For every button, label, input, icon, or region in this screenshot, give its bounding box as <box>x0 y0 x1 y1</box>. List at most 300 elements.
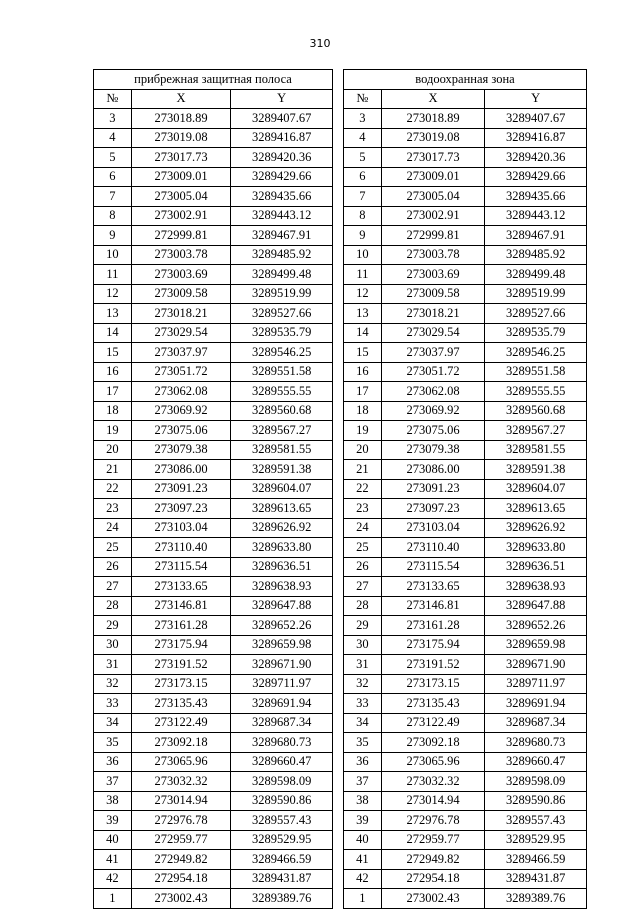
table-row <box>344 772 587 792</box>
cell-y: 3289407.67 <box>485 109 587 129</box>
table-row <box>344 304 587 324</box>
cell-y: 3289567.27 <box>485 421 587 441</box>
column-header-number: № <box>344 89 382 109</box>
cell-number: 33 <box>94 694 132 714</box>
cell-x: 273173.15 <box>381 674 485 694</box>
cell-x: 273086.00 <box>131 460 231 480</box>
water-protection-zone-table <box>343 69 587 909</box>
cell-number: 17 <box>94 382 132 402</box>
cell-y: 3289546.25 <box>485 343 587 363</box>
cell-x: 273079.38 <box>381 440 485 460</box>
cell-y: 3289636.51 <box>231 557 333 577</box>
table-row <box>94 284 333 304</box>
cell-x: 273003.78 <box>131 245 231 265</box>
cell-y: 3289416.87 <box>485 128 587 148</box>
cell-y: 3289711.97 <box>485 674 587 694</box>
cell-y: 3289638.93 <box>231 577 333 597</box>
cell-y: 3289389.76 <box>231 889 333 909</box>
cell-number: 40 <box>94 830 132 850</box>
cell-number: 26 <box>344 557 382 577</box>
cell-x: 273135.43 <box>131 694 231 714</box>
cell-number: 15 <box>344 343 382 363</box>
cell-number: 37 <box>344 772 382 792</box>
cell-y: 3289443.12 <box>231 206 333 226</box>
table-row <box>344 109 587 129</box>
column-header-x: X <box>131 89 231 109</box>
cell-x: 273191.52 <box>381 655 485 675</box>
cell-y: 3289598.09 <box>231 772 333 792</box>
cell-x: 272949.82 <box>131 850 231 870</box>
cell-x: 273173.15 <box>131 674 231 694</box>
cell-x: 273092.18 <box>131 733 231 753</box>
cell-y: 3289687.34 <box>231 713 333 733</box>
cell-number: 23 <box>344 499 382 519</box>
cell-number: 1 <box>344 889 382 909</box>
cell-x: 273079.38 <box>131 440 231 460</box>
cell-x: 273017.73 <box>131 148 231 168</box>
cell-x: 273092.18 <box>381 733 485 753</box>
cell-y: 3289535.79 <box>485 323 587 343</box>
cell-y: 3289652.26 <box>485 616 587 636</box>
table-row <box>94 245 333 265</box>
cell-y: 3289711.97 <box>231 674 333 694</box>
cell-x: 273065.96 <box>381 752 485 772</box>
cell-number: 5 <box>344 148 382 168</box>
cell-y: 3289671.90 <box>485 655 587 675</box>
cell-number: 35 <box>344 733 382 753</box>
cell-x: 273115.54 <box>381 557 485 577</box>
cell-y: 3289680.73 <box>485 733 587 753</box>
coastal-strip-title: прибрежная защитная полоса <box>94 70 333 90</box>
cell-number: 33 <box>344 694 382 714</box>
cell-number: 34 <box>344 713 382 733</box>
cell-y: 3289680.73 <box>231 733 333 753</box>
cell-number: 22 <box>344 479 382 499</box>
table-row <box>94 206 333 226</box>
cell-y: 3289467.91 <box>231 226 333 246</box>
cell-y: 3289659.98 <box>485 635 587 655</box>
cell-x: 273018.89 <box>381 109 485 129</box>
table-row <box>94 304 333 324</box>
table-row <box>344 791 587 811</box>
cell-y: 3289598.09 <box>485 772 587 792</box>
cell-x: 272954.18 <box>131 869 231 889</box>
cell-number: 30 <box>94 635 132 655</box>
table-row <box>344 382 587 402</box>
cell-number: 10 <box>344 245 382 265</box>
table-row <box>94 869 333 889</box>
cell-number: 24 <box>94 518 132 538</box>
cell-number: 1 <box>94 889 132 909</box>
cell-x: 273009.58 <box>131 284 231 304</box>
cell-x: 273175.94 <box>381 635 485 655</box>
cell-x: 273014.94 <box>381 791 485 811</box>
cell-y: 3289551.58 <box>231 362 333 382</box>
cell-y: 3289626.92 <box>485 518 587 538</box>
table-row <box>344 284 587 304</box>
table-row <box>94 323 333 343</box>
cell-y: 3289420.36 <box>231 148 333 168</box>
cell-number: 31 <box>94 655 132 675</box>
cell-y: 3289557.43 <box>485 811 587 831</box>
cell-number: 20 <box>94 440 132 460</box>
cell-number: 32 <box>94 674 132 694</box>
cell-y: 3289420.36 <box>485 148 587 168</box>
cell-number: 42 <box>94 869 132 889</box>
table-row <box>344 440 587 460</box>
column-header-y: Y <box>485 89 587 109</box>
table-row <box>344 557 587 577</box>
cell-x: 273091.23 <box>131 479 231 499</box>
cell-y: 3289519.99 <box>231 284 333 304</box>
cell-number: 28 <box>94 596 132 616</box>
page-number: 310 <box>309 37 331 50</box>
cell-number: 32 <box>344 674 382 694</box>
cell-number: 13 <box>344 304 382 324</box>
cell-number: 21 <box>344 460 382 480</box>
cell-y: 3289546.25 <box>231 343 333 363</box>
cell-x: 273103.04 <box>131 518 231 538</box>
cell-y: 3289613.65 <box>231 499 333 519</box>
cell-x: 273014.94 <box>131 791 231 811</box>
table-row <box>344 265 587 285</box>
table-row <box>344 401 587 421</box>
cell-number: 38 <box>344 791 382 811</box>
cell-y: 3289416.87 <box>231 128 333 148</box>
table-row <box>344 362 587 382</box>
table-row <box>344 479 587 499</box>
table-row <box>94 440 333 460</box>
cell-number: 41 <box>344 850 382 870</box>
cell-y: 3289485.92 <box>485 245 587 265</box>
cell-x: 273003.69 <box>381 265 485 285</box>
cell-x: 273009.01 <box>131 167 231 187</box>
cell-y: 3289613.65 <box>485 499 587 519</box>
cell-number: 36 <box>344 752 382 772</box>
table-row <box>94 752 333 772</box>
cell-x: 273069.92 <box>381 401 485 421</box>
cell-x: 273051.72 <box>131 362 231 382</box>
table-row <box>94 479 333 499</box>
cell-y: 3289591.38 <box>231 460 333 480</box>
cell-x: 273018.21 <box>381 304 485 324</box>
cell-y: 3289431.87 <box>231 869 333 889</box>
table-row <box>344 226 587 246</box>
cell-y: 3289691.94 <box>231 694 333 714</box>
cell-y: 3289429.66 <box>231 167 333 187</box>
table-row <box>344 518 587 538</box>
cell-y: 3289527.66 <box>231 304 333 324</box>
cell-y: 3289590.86 <box>485 791 587 811</box>
cell-x: 273029.54 <box>131 323 231 343</box>
table-row <box>94 577 333 597</box>
cell-x: 273019.08 <box>131 128 231 148</box>
cell-x: 272959.77 <box>131 830 231 850</box>
cell-y: 3289671.90 <box>231 655 333 675</box>
cell-number: 24 <box>344 518 382 538</box>
cell-number: 25 <box>94 538 132 558</box>
cell-number: 7 <box>344 187 382 207</box>
cell-y: 3289389.76 <box>485 889 587 909</box>
cell-y: 3289659.98 <box>231 635 333 655</box>
cell-x: 273002.43 <box>131 889 231 909</box>
cell-number: 15 <box>94 343 132 363</box>
table-row <box>344 811 587 831</box>
table-row <box>344 538 587 558</box>
cell-number: 19 <box>344 421 382 441</box>
table-row <box>94 187 333 207</box>
cell-x: 273075.06 <box>131 421 231 441</box>
table-row <box>94 655 333 675</box>
cell-x: 273175.94 <box>131 635 231 655</box>
cell-x: 273097.23 <box>381 499 485 519</box>
table-row <box>344 869 587 889</box>
cell-number: 35 <box>94 733 132 753</box>
cell-y: 3289499.48 <box>485 265 587 285</box>
cell-x: 273062.08 <box>381 382 485 402</box>
cell-number: 3 <box>94 109 132 129</box>
table-row <box>344 850 587 870</box>
cell-number: 40 <box>344 830 382 850</box>
cell-y: 3289435.66 <box>231 187 333 207</box>
table-row <box>344 655 587 675</box>
cell-number: 38 <box>94 791 132 811</box>
table-row <box>94 616 333 636</box>
cell-number: 39 <box>94 811 132 831</box>
table-row <box>344 460 587 480</box>
table-row <box>94 830 333 850</box>
table-row <box>344 733 587 753</box>
cell-x: 273029.54 <box>381 323 485 343</box>
table-row <box>344 577 587 597</box>
cell-x: 272999.81 <box>381 226 485 246</box>
cell-x: 273002.91 <box>381 206 485 226</box>
table-row <box>344 323 587 343</box>
cell-number: 9 <box>344 226 382 246</box>
cell-y: 3289499.48 <box>231 265 333 285</box>
cell-number: 11 <box>344 265 382 285</box>
table-row <box>344 830 587 850</box>
table-row <box>94 850 333 870</box>
cell-x: 273075.06 <box>381 421 485 441</box>
cell-y: 3289660.47 <box>485 752 587 772</box>
cell-x: 273103.04 <box>381 518 485 538</box>
cell-number: 16 <box>94 362 132 382</box>
cell-number: 29 <box>94 616 132 636</box>
cell-number: 14 <box>94 323 132 343</box>
table-row <box>344 187 587 207</box>
table-row <box>94 811 333 831</box>
table-row <box>344 616 587 636</box>
cell-x: 272949.82 <box>381 850 485 870</box>
cell-y: 3289435.66 <box>485 187 587 207</box>
cell-number: 42 <box>344 869 382 889</box>
cell-y: 3289485.92 <box>231 245 333 265</box>
cell-y: 3289527.66 <box>485 304 587 324</box>
table-row <box>94 733 333 753</box>
table-row <box>94 226 333 246</box>
table-row <box>344 694 587 714</box>
table-row <box>344 148 587 168</box>
column-header-x: X <box>381 89 485 109</box>
cell-y: 3289431.87 <box>485 869 587 889</box>
table-row <box>94 343 333 363</box>
cell-number: 4 <box>94 128 132 148</box>
table-row <box>94 889 333 909</box>
cell-x: 273161.28 <box>381 616 485 636</box>
table-row <box>344 245 587 265</box>
table-row <box>94 791 333 811</box>
cell-y: 3289555.55 <box>485 382 587 402</box>
table-row <box>94 596 333 616</box>
cell-x: 273122.49 <box>131 713 231 733</box>
cell-y: 3289687.34 <box>485 713 587 733</box>
cell-y: 3289529.95 <box>231 830 333 850</box>
cell-x: 273005.04 <box>381 187 485 207</box>
cell-y: 3289535.79 <box>231 323 333 343</box>
cell-y: 3289581.55 <box>485 440 587 460</box>
cell-number: 12 <box>94 284 132 304</box>
cell-x: 273003.69 <box>131 265 231 285</box>
cell-number: 30 <box>344 635 382 655</box>
table-row <box>344 674 587 694</box>
cell-y: 3289647.88 <box>485 596 587 616</box>
table-row <box>94 148 333 168</box>
cell-x: 273018.89 <box>131 109 231 129</box>
cell-number: 9 <box>94 226 132 246</box>
cell-number: 10 <box>94 245 132 265</box>
table-row <box>94 382 333 402</box>
cell-x: 273110.40 <box>381 538 485 558</box>
cell-x: 273017.73 <box>381 148 485 168</box>
cell-y: 3289590.86 <box>231 791 333 811</box>
cell-x: 273002.43 <box>381 889 485 909</box>
table-row <box>344 206 587 226</box>
cell-x: 273110.40 <box>131 538 231 558</box>
cell-number: 14 <box>344 323 382 343</box>
table-row <box>94 499 333 519</box>
table-row <box>344 596 587 616</box>
cell-x: 273037.97 <box>381 343 485 363</box>
table-row <box>344 752 587 772</box>
cell-number: 4 <box>344 128 382 148</box>
table-row <box>344 343 587 363</box>
table-row <box>94 635 333 655</box>
cell-x: 272976.78 <box>381 811 485 831</box>
cell-y: 3289551.58 <box>485 362 587 382</box>
coordinates-tables <box>93 69 587 909</box>
table-row <box>344 499 587 519</box>
table-row <box>94 518 333 538</box>
cell-number: 12 <box>344 284 382 304</box>
cell-x: 273133.65 <box>131 577 231 597</box>
cell-y: 3289647.88 <box>231 596 333 616</box>
cell-x: 273086.00 <box>381 460 485 480</box>
cell-number: 23 <box>94 499 132 519</box>
cell-number: 34 <box>94 713 132 733</box>
cell-y: 3289407.67 <box>231 109 333 129</box>
cell-x: 273069.92 <box>131 401 231 421</box>
cell-number: 28 <box>344 596 382 616</box>
cell-y: 3289633.80 <box>231 538 333 558</box>
cell-x: 273191.52 <box>131 655 231 675</box>
cell-x: 273009.01 <box>381 167 485 187</box>
cell-x: 272999.81 <box>131 226 231 246</box>
cell-y: 3289567.27 <box>231 421 333 441</box>
cell-number: 22 <box>94 479 132 499</box>
cell-x: 273122.49 <box>381 713 485 733</box>
cell-number: 29 <box>344 616 382 636</box>
cell-y: 3289467.91 <box>485 226 587 246</box>
cell-number: 13 <box>94 304 132 324</box>
cell-x: 273091.23 <box>381 479 485 499</box>
cell-y: 3289466.59 <box>485 850 587 870</box>
cell-y: 3289660.47 <box>231 752 333 772</box>
cell-x: 273146.81 <box>131 596 231 616</box>
cell-number: 25 <box>344 538 382 558</box>
table-row <box>344 889 587 909</box>
cell-y: 3289604.07 <box>485 479 587 499</box>
cell-y: 3289443.12 <box>485 206 587 226</box>
cell-x: 273146.81 <box>381 596 485 616</box>
table-row <box>94 557 333 577</box>
cell-x: 273002.91 <box>131 206 231 226</box>
cell-x: 273003.78 <box>381 245 485 265</box>
cell-x: 273135.43 <box>381 694 485 714</box>
cell-y: 3289529.95 <box>485 830 587 850</box>
cell-number: 11 <box>94 265 132 285</box>
cell-number: 41 <box>94 850 132 870</box>
cell-y: 3289691.94 <box>485 694 587 714</box>
cell-number: 36 <box>94 752 132 772</box>
table-row <box>94 401 333 421</box>
cell-y: 3289557.43 <box>231 811 333 831</box>
cell-y: 3289626.92 <box>231 518 333 538</box>
cell-y: 3289638.93 <box>485 577 587 597</box>
cell-y: 3289555.55 <box>231 382 333 402</box>
table-row <box>344 635 587 655</box>
cell-x: 272976.78 <box>131 811 231 831</box>
table-row <box>344 421 587 441</box>
cell-y: 3289636.51 <box>485 557 587 577</box>
table-row <box>94 109 333 129</box>
table-row <box>94 167 333 187</box>
cell-number: 8 <box>94 206 132 226</box>
cell-y: 3289466.59 <box>231 850 333 870</box>
column-header-number: № <box>94 89 132 109</box>
cell-number: 26 <box>94 557 132 577</box>
cell-y: 3289560.68 <box>231 401 333 421</box>
cell-x: 273065.96 <box>131 752 231 772</box>
cell-number: 18 <box>94 401 132 421</box>
cell-x: 273032.32 <box>381 772 485 792</box>
cell-number: 37 <box>94 772 132 792</box>
table-row <box>94 713 333 733</box>
cell-x: 272959.77 <box>381 830 485 850</box>
table-row <box>94 362 333 382</box>
cell-x: 273051.72 <box>381 362 485 382</box>
cell-x: 273062.08 <box>131 382 231 402</box>
table-row <box>344 713 587 733</box>
cell-y: 3289429.66 <box>485 167 587 187</box>
table-row <box>94 772 333 792</box>
cell-number: 16 <box>344 362 382 382</box>
table-row <box>94 265 333 285</box>
cell-number: 17 <box>344 382 382 402</box>
cell-number: 19 <box>94 421 132 441</box>
cell-y: 3289591.38 <box>485 460 587 480</box>
table-row <box>344 128 587 148</box>
